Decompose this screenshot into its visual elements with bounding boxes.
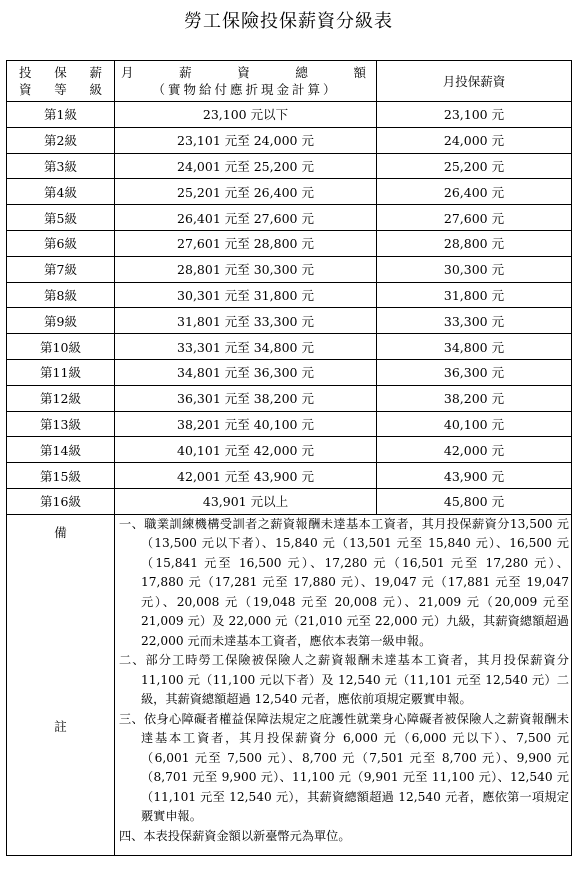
table-row: [7, 102, 572, 128]
header-monthly-salary: 月 薪 資 總 額 （實物給付應折現金計算）: [115, 61, 377, 102]
note-item: 三、依身心障礙者權益保障法規定之庇護性就業身心障礙者被保險人之薪資報酬未達基本工資者，其月投保薪資分 6,000 元（6,000 元以下）、7,500 元（6,001 元至 7,500 元）、8,700 元（7,501 元至 8,700 元）、9,900 元（8,701 元至 9,900 元）、11,100 元（9,901 元至 11,100 元）、12,540 元（11,101 元至 12,540 元），其薪資總額超過 12,540 元者，應依第一項規定覈實申報。: [119, 711, 569, 824]
notes-label: [7, 514, 115, 855]
insured-salary-cell: 38,200 元: [377, 385, 572, 411]
grade-cell: 第4級: [7, 179, 115, 205]
table-row: [7, 282, 572, 308]
grade-cell: 第8級: [7, 282, 115, 308]
insured-salary-cell: 34,800 元: [377, 334, 572, 360]
page-title: 勞工保險投保薪資分級表: [184, 11, 393, 32]
table-row: [7, 385, 572, 411]
grade-cell: 第14級: [7, 437, 115, 463]
salary-range-cell: 30,301 元至 31,800 元: [115, 282, 377, 308]
salary-range-cell: 34,801 元至 36,300 元: [115, 359, 377, 385]
table-row: [7, 205, 572, 231]
salary-range-cell: 40,101 元至 42,000 元: [115, 437, 377, 463]
salary-range-cell: 27,601 元至 28,800 元: [115, 230, 377, 256]
table-row: [7, 127, 572, 153]
salary-range-cell: 43,901 元以上: [115, 488, 377, 514]
grade-cell: 第13級: [7, 411, 115, 437]
table-row: [7, 256, 572, 282]
salary-range-cell: 38,201 元至 40,100 元: [115, 411, 377, 437]
table-row: [7, 437, 572, 463]
notes-label-bottom: 註: [54, 718, 67, 734]
salary-range-cell: 28,801 元至 30,300 元: [115, 256, 377, 282]
note-item: 一、職業訓練機構受訓者之薪資報酬未達基本工資者，其月投保薪資分13,500 元（13,500 元以下者）、15,840 元（13,501 元至 15,840 元）、16,500 元（15,841 元至 16,500 元）、17,280 元（16,501 元至 17,280 元）、17,880 元（17,281 元至 17,880 元）、19,047 元（17,881 元至 19,047 元）、20,008 元（19,048 元至 20,008 元）、21,009 元（20,009 元至 21,009 元）及 22,000 元（21,010 元至 22,000 元）九級，其薪資總額超過 22,000 元而未達基本工資者，應依本表第一級申報。: [119, 516, 569, 648]
grade-cell: 第16級: [7, 488, 115, 514]
grade-cell: 第3級: [7, 153, 115, 179]
insured-salary-cell: 24,000 元: [377, 127, 572, 153]
insured-salary-cell: 33,300 元: [377, 308, 572, 334]
table-row: [7, 488, 572, 514]
note-item: 四、本表投保薪資金額以新臺幣元為單位。: [119, 828, 351, 843]
salary-range-cell: 23,100 元以下: [115, 102, 377, 128]
grade-cell: 第7級: [7, 256, 115, 282]
insured-salary-cell: 23,100 元: [377, 102, 572, 128]
note-item: 二、部分工時勞工保險被保險人之薪資報酬未達基本工資者，其月投保薪資分 11,100 元（11,100 元以下者）及 12,540 元（11,101 元至 12,540 元）二級，其薪資總額超過 12,540 元者，應依前項規定覈實申報。: [119, 653, 569, 707]
insured-salary-cell: 27,600 元: [377, 205, 572, 231]
insured-salary-cell: 36,300 元: [377, 359, 572, 385]
table-row: [7, 230, 572, 256]
table-row: [7, 153, 572, 179]
grade-cell: 第11級: [7, 359, 115, 385]
salary-grade-table: [6, 60, 572, 856]
insured-salary-cell: 26,400 元: [377, 179, 572, 205]
salary-range-cell: 24,001 元至 25,200 元: [115, 153, 377, 179]
grade-cell: 第9級: [7, 308, 115, 334]
grade-cell: 第10級: [7, 334, 115, 360]
grade-cell: 第5級: [7, 205, 115, 231]
insured-salary-cell: 30,300 元: [377, 256, 572, 282]
table-row: [7, 359, 572, 385]
grade-cell: 第2級: [7, 127, 115, 153]
insured-salary-cell: 31,800 元: [377, 282, 572, 308]
insured-salary-cell: 42,000 元: [377, 437, 572, 463]
grade-cell: 第6級: [7, 230, 115, 256]
notes-label-top: 備: [54, 524, 67, 540]
table-header-row: [7, 61, 572, 102]
salary-range-cell: 31,801 元至 33,300 元: [115, 308, 377, 334]
salary-range-cell: 36,301 元至 38,200 元: [115, 385, 377, 411]
table-row: [7, 411, 572, 437]
header-insured-salary: 月投保薪資: [377, 61, 572, 102]
salary-range-cell: 33,301 元至 34,800 元: [115, 334, 377, 360]
salary-range-cell: 25,201 元至 26,400 元: [115, 179, 377, 205]
insured-salary-cell: 40,100 元: [377, 411, 572, 437]
notes-content: [115, 514, 572, 855]
salary-range-cell: 23,101 元至 24,000 元: [115, 127, 377, 153]
insured-salary-cell: 43,900 元: [377, 463, 572, 489]
insured-salary-cell: 28,800 元: [377, 230, 572, 256]
table-row: [7, 179, 572, 205]
salary-range-cell: 26,401 元至 27,600 元: [115, 205, 377, 231]
grade-cell: 第12級: [7, 385, 115, 411]
table-row: [7, 334, 572, 360]
insured-salary-cell: 45,800 元: [377, 488, 572, 514]
table-row: [7, 308, 572, 334]
grade-cell: 第15級: [7, 463, 115, 489]
header-grade: 投 保 薪 資 等 級: [7, 61, 115, 102]
grade-cell: 第1級: [7, 102, 115, 128]
insured-salary-cell: 25,200 元: [377, 153, 572, 179]
notes-row: [7, 514, 572, 855]
salary-range-cell: 42,001 元至 43,900 元: [115, 463, 377, 489]
table-row: [7, 463, 572, 489]
